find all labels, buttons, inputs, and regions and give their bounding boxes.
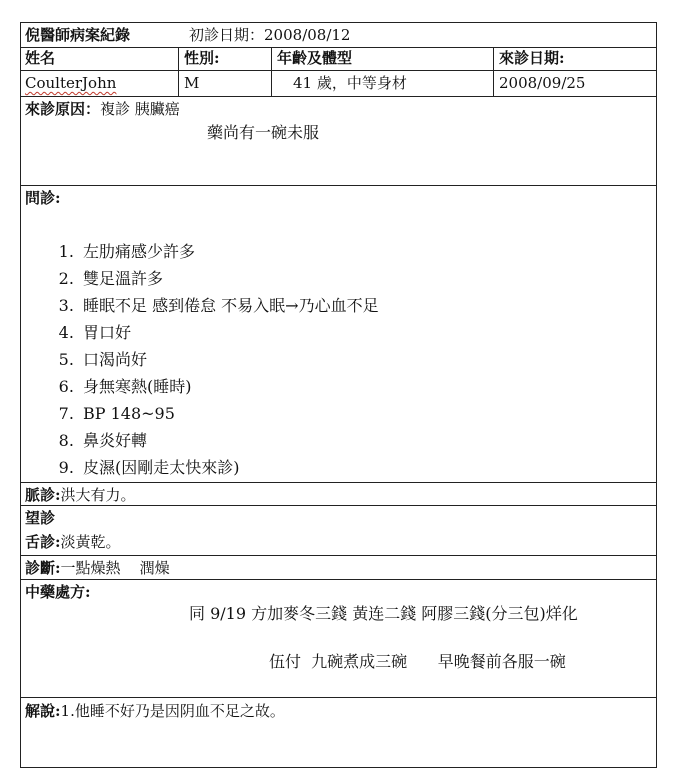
divider-header [21,47,656,48]
visit-reason-label: 來診原因： [25,100,101,118]
first-visit-date [189,26,350,44]
visit-reason [25,100,180,118]
header-sex: 性別: [184,49,220,67]
record-title: 倪醫師病案紀錄 [25,26,131,44]
patient-visit-date: 2008/09/25 [499,74,586,92]
patient-name: CoulterJohn [25,74,117,92]
observation-label: 望診 [25,509,56,527]
divider-patient-values [21,96,656,97]
first-visit-value: 2008/08/12 [264,26,351,44]
diagnosis [25,559,170,577]
divider-inquiry [21,482,656,483]
inquiry-list [51,238,379,481]
diagnosis-text: 一點燥熱 潤燥 [60,559,170,577]
patient-sex: M [184,74,200,92]
list-item: 2. 雙足溫許多 [79,265,379,292]
list-item: 7. BP 148~95 [79,400,379,427]
prescription-line-2: 伍付 九碗煮成三碗 早晚餐前各服一碗 [269,652,566,671]
prescription-line-1: 同 9/19 方加麥冬三錢 黃连二錢 阿膠三錢(分三包)烊化 [189,604,578,623]
header-age-build: 年齡及體型 [277,49,353,67]
list-item: 5. 口渴尚好 [79,346,379,373]
table-border-bottom [21,767,656,768]
column-divider-3 [493,47,494,96]
inquiry-label: 問診: [25,189,61,207]
visit-reason-text: 複診 胰臟癌 [100,100,180,118]
prescription-label: 中藥處方: [25,583,91,601]
divider-prescription [21,697,656,698]
column-divider-2 [271,47,272,96]
header-visit-date: 來診日期: [499,49,565,67]
first-visit-label: 初診日期： [189,26,265,44]
tongue-text: 淡黃乾。 [60,533,121,551]
header-name: 姓名 [25,49,56,67]
pulse-text: 洪大有力。 [60,486,136,504]
tongue-diagnosis [25,533,121,551]
pulse-label: 脈診: [25,486,61,504]
list-item: 9. 皮濕(因剛走太快來診) [79,454,379,481]
medical-record-sheet [20,22,657,768]
list-item: 6. 身無寒熱(睡時) [79,373,379,400]
list-item: 4. 胃口好 [79,319,379,346]
visit-reason-note: 藥尚有一碗未服 [207,123,320,142]
column-divider-1 [178,47,179,96]
divider-tongue [21,555,656,556]
explanation-label: 解說: [25,702,61,720]
explanation-text: 1.他睡不好乃是因阴血不足之故。 [60,702,285,720]
list-item: 1. 左肋痛感少許多 [79,238,379,265]
diagnosis-label: 診斷: [25,559,61,577]
divider-visit-reason [21,185,656,186]
divider-pulse [21,505,656,506]
list-item: 8. 鼻炎好轉 [79,427,379,454]
list-item: 3. 睡眠不足 感到倦怠 不易入眠→乃心血不足 [79,292,379,319]
pulse-diagnosis [25,486,136,504]
table-border-top [21,22,656,23]
tongue-label: 舌診: [25,533,61,551]
divider-diagnosis [21,579,656,580]
explanation [25,702,285,720]
patient-age-build: 41 歲，中等身材 [293,74,407,92]
divider-patient-headers [21,70,656,71]
